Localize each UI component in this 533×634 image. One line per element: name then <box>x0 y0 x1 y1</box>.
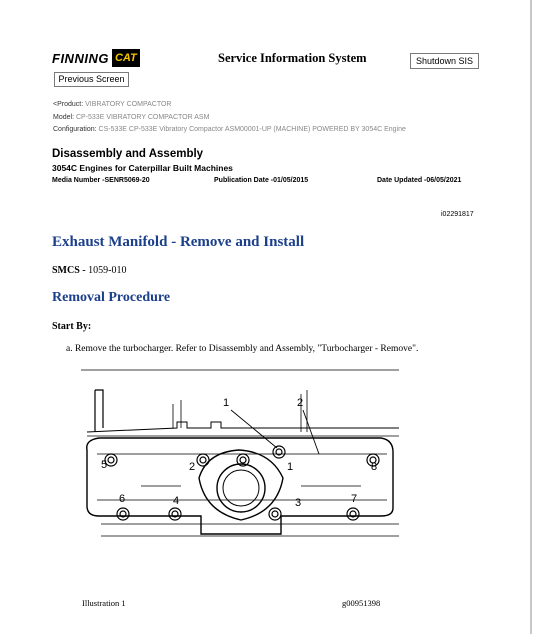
callout-7: 7 <box>351 493 358 505</box>
smcs-code <box>52 265 126 276</box>
callout-6: 6 <box>119 493 126 505</box>
exhaust-manifold-illustration <box>81 366 401 552</box>
model-label: Model: <box>53 114 75 121</box>
callout-2: 2 <box>189 461 196 473</box>
smcs-label: SMCS - <box>52 265 86 276</box>
configuration-value: CS-533E CP-533E Vibratory Compactor ASM00001-UP (MACHINE) POWERED BY 3054C Engine <box>98 126 406 133</box>
step-a-text: a. Remove the turbocharger. Refer to Disassembly and Assembly, "Turbocharger - Remove". <box>66 344 419 354</box>
media-number: Media Number -SENR5069-20 <box>52 177 150 184</box>
section-title: Disassembly and Assembly <box>52 148 204 160</box>
product-value: VIBRATORY COMPACTOR <box>85 101 172 108</box>
configuration-label: Configuration: <box>53 126 97 133</box>
logo-text: FINNING <box>52 50 109 66</box>
cat-logo-icon: CAT <box>112 49 140 67</box>
publication-date: Publication Date -01/05/2015 <box>214 177 309 184</box>
date-updated: Date Updated -06/05/2021 <box>377 177 462 184</box>
callout-1-top: 1 <box>223 397 230 409</box>
callout-1: 1 <box>287 461 294 473</box>
graphic-id: g00951398 <box>342 598 381 608</box>
callout-5: 5 <box>101 459 108 471</box>
finning-cat-logo <box>52 48 140 68</box>
configuration-line <box>53 126 406 133</box>
product-line <box>53 101 171 108</box>
callout-3: 3 <box>295 497 302 509</box>
document-id: i02291817 <box>441 211 474 218</box>
illustration-caption: Illustration 1 <box>82 598 126 608</box>
callout-8: 8 <box>371 461 378 473</box>
shutdown-sis-button[interactable]: Shutdown SIS <box>410 53 479 69</box>
start-by-label: Start By: <box>52 321 92 332</box>
product-label: <Product: <box>53 101 84 108</box>
model-line <box>53 114 209 121</box>
page-edge <box>530 0 532 634</box>
system-title: Service Information System <box>218 51 367 65</box>
page-title: Exhaust Manifold - Remove and Install <box>52 234 305 250</box>
callout-4: 4 <box>173 495 180 507</box>
model-value: CP-533E VIBRATORY COMPACTOR ASM <box>75 114 210 121</box>
callout-2-top: 2 <box>297 397 304 409</box>
removal-procedure-heading: Removal Procedure <box>52 290 171 305</box>
smcs-value: 1059-010 <box>88 265 127 276</box>
engine-title: 3054C Engines for Caterpillar Built Machines <box>52 163 233 173</box>
previous-screen-button[interactable]: Previous Screen <box>54 72 129 87</box>
